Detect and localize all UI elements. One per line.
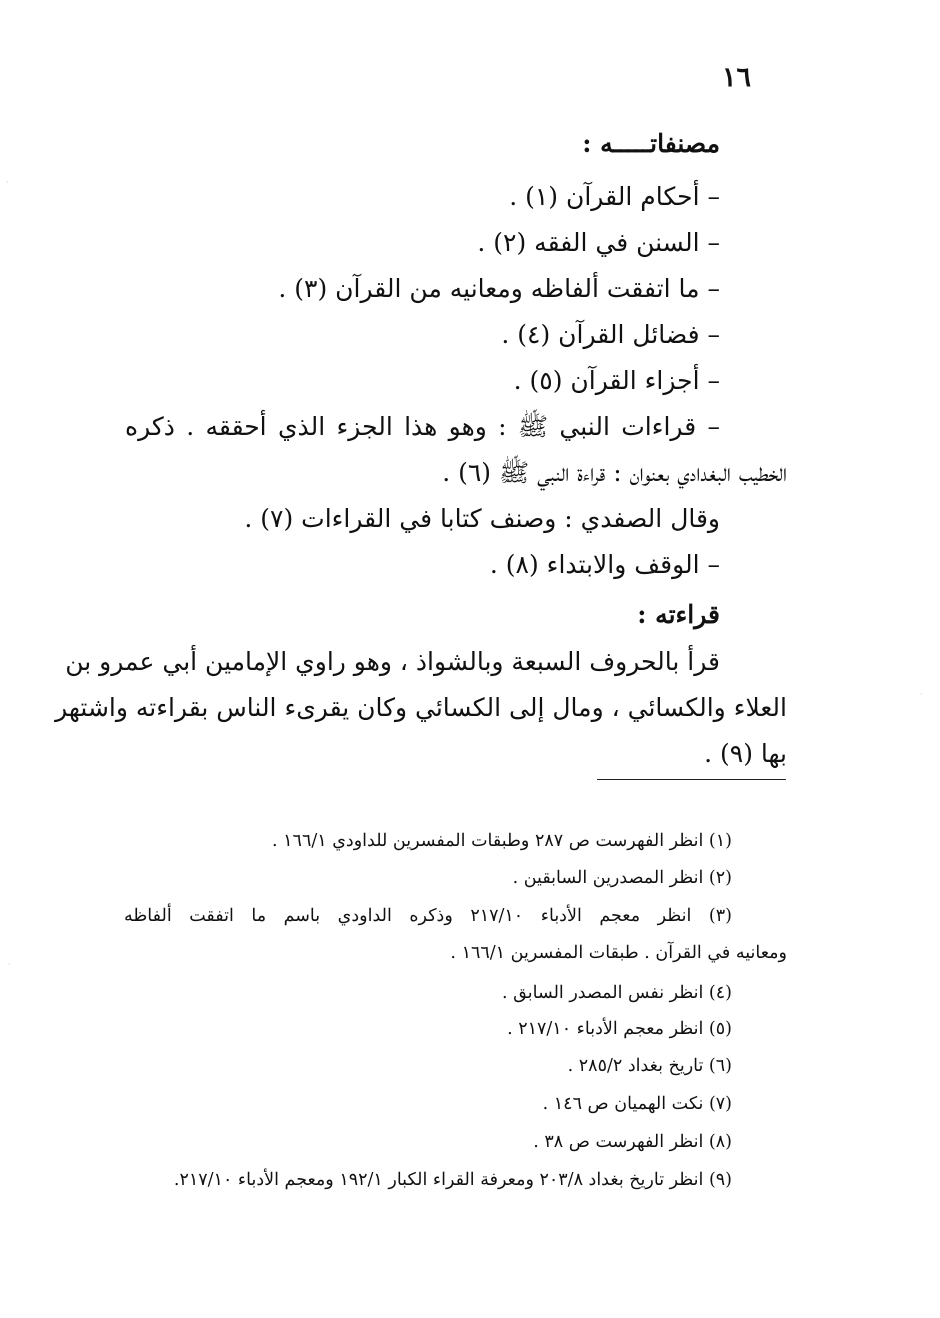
footnote: (٨) انظر الفهرست ص ٣٨ . [533,1132,732,1152]
scan-speck: · [8,960,11,969]
footnote: (٦) تاريخ بغداد ٢٨٥/٢ . [567,1056,732,1076]
footnote: (٧) نكت الهميان ص ١٤٦ . [542,1094,732,1114]
page-number: ١٦ [722,62,752,93]
readings-paragraph-line: قرأ بالحروف السبعة وبالشواذ ، وهو راوي الإمامين أبي عمرو بن [65,647,720,676]
works-item: – أجزاء القرآن (٥) . [513,366,720,395]
footnote: (٢) انظر المصدرين السابقين . [512,868,732,888]
footnote: (٩) انظر تاريخ بغداد ٢٠٣/٨ ومعرفة القراء الكبار ١٩٢/١ ومعجم الأدباء ٢١٧/١٠. [173,1170,732,1190]
works-item: – فضائل القرآن (٤) . [501,320,720,349]
readings-paragraph-line: بها (٩) . [704,739,787,768]
scan-speck: · [920,690,923,699]
works-item: – قراءات النبي ﷺ : وهو هذا الجزء الذي أحققه . ذكره [125,412,720,441]
footnote: (٤) انظر نفس المصدر السابق . [502,983,732,1003]
footnote: (١) انظر الفهرست ص ٢٨٧ وطبقات المفسرين للداودي ١٦٦/١ . [272,831,732,851]
footnote-separator [597,779,786,780]
footnote: (٣) انظر معجم الأدباء ٢١٧/١٠ وذكره الداودي باسم ما اتفقت ألفاظه [124,906,732,926]
works-item: – أحكام القرآن (١) . [509,182,720,211]
works-item: – الوقف والابتداء (٨) . [489,550,720,579]
works-heading: مصنفاتـــــه : [582,129,720,158]
works-item-continuation: الخطيب البغدادي بعنوان : قراءة النبي ﷺ (٦) . [442,458,787,487]
readings-heading: قراءته : [637,600,720,629]
works-item-continuation: وقال الصفدي : وصنف كتابا في القراءات (٧) . [244,504,720,533]
footnote: (٥) انظر معجم الأدباء ٢١٧/١٠ . [507,1019,732,1039]
footnote-continuation: ومعانيه في القرآن . طبقات المفسرين ١٦٦/١ . [450,943,787,963]
works-item: – السنن في الفقه (٢) . [477,228,720,257]
readings-paragraph-line: العلاء والكسائي ، ومال إلى الكسائي وكان يقرىء الناس بقراءته واشتهر [55,693,787,722]
works-item: – ما اتفقت ألفاظه ومعانيه من القرآن (٣) . [278,274,720,303]
scan-speck: · [6,178,9,187]
